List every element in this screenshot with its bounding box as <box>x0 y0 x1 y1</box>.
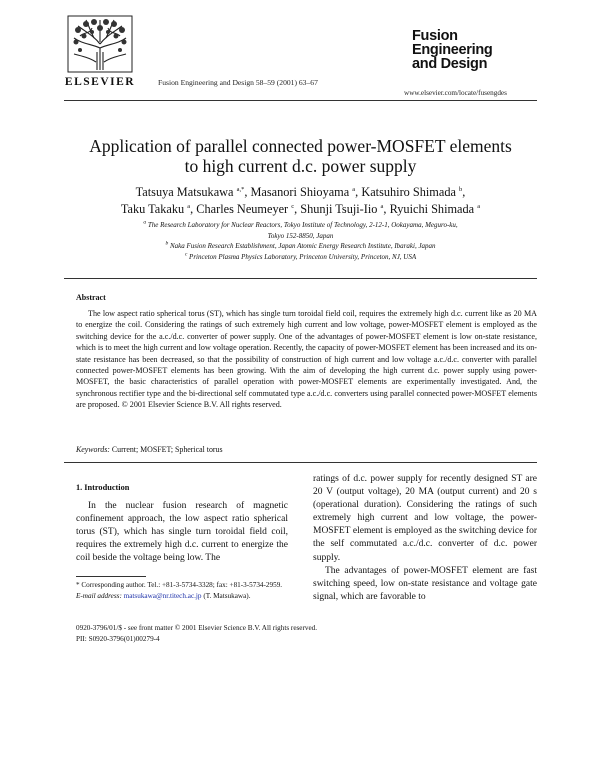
affiliation-item <box>64 231 537 242</box>
affiliation-item <box>64 220 537 231</box>
author-line: Tatsuya Matsukawa $^{a,*}$, Masanori Shioyama $^a$, Katsuhiro Shimada $^b$, <box>135 185 466 199</box>
author-affil-marker[interactable]: c <box>291 202 295 210</box>
abstract-text: The low aspect ratio spherical torus (ST), which has single turn toroidal field coil, requires the extremely high d.c. current like as 20 MA to energize the coil. Considering the ratings of such extremely high current and low voltage, power-MOSFET element is employed as the switching device for the a.c./d.c. converter of power supply. One of the advantages of power-MOSFET element is low on-state resistance, which is to meet the high current and low voltage operation. Recently, the capacity of power-MOSFET element has been increased and its on-state resistance has been decreased, so that the possibility of construction of high current and low voltage a.c./d.c. converter with parallel connected power-MOSFET elements has been growing. With the aim of developing the high current d.c. power supply using power-MOSFET, the basic characteristics of parallel operation with power-MOSFET elements are experimentally investigated. And, the synchronous rectifier type and the bi-directional self commutated type a.c./d.c. converters using parallel connected power-MOSFET elements are proposed. © 2001 Elsevier Science B.V. All rights reserved. <box>76 309 537 410</box>
section-heading: 1. Introduction <box>76 483 130 492</box>
affiliation-marker: b <box>165 240 169 247</box>
abstract-heading: Abstract <box>76 293 106 302</box>
affiliation-marker: a <box>143 219 147 226</box>
footnote-rule <box>76 576 146 577</box>
header-divider <box>64 100 537 101</box>
journal-url[interactable]: www.elsevier.com/locate/fusengdes <box>404 89 507 97</box>
affiliations <box>64 220 537 262</box>
author-name: Taku Takaku <box>120 202 185 216</box>
keywords-label: Keywords: <box>76 445 110 454</box>
footnotes <box>76 580 288 601</box>
journal-citation: Fusion Engineering and Design 58–59 (2001) 63–67 <box>158 78 318 87</box>
journal-title-line: Engineering <box>412 42 493 58</box>
author-name: Shunji Tsuji-Iio <box>300 202 378 216</box>
front-matter-info <box>76 623 317 644</box>
author-name: Katsuhiro Shimada <box>361 185 456 199</box>
body-paragraph: The advantages of power-MOSFET element are fast switching speed, low on-state resistance and voltage gate signal, which are favorable to <box>313 565 537 602</box>
email-label: E-mail address: <box>76 591 122 600</box>
email-note <box>76 591 288 602</box>
abstract-top-divider <box>64 278 537 279</box>
author-name: Ryuichi Shimada <box>389 202 475 216</box>
author-affil-marker[interactable]: a <box>380 202 384 210</box>
elsevier-tree-icon <box>64 14 136 74</box>
affiliation-text: The Research Laboratory for Nuclear Reactors, Tokyo Institute of Technology, 2-12-1, Ookayama, Meguro-ku, <box>147 221 458 229</box>
author-name: Masanori Shioyama <box>250 185 350 199</box>
affiliation-marker: c <box>184 251 188 258</box>
pii-line: PII: S0920-3796(01)00279-4 <box>76 634 160 643</box>
article-title-line: to high current d.c. power supply <box>184 156 417 176</box>
affiliation-text: Naka Fusion Research Establishment, Japan Atomic Energy Research Institute, Ibaraki, Japan <box>169 242 436 250</box>
journal-title-line: Fusion <box>412 28 458 44</box>
journal-title-line: and Design <box>412 56 488 72</box>
keywords-list: Current; MOSFET; Spherical torus <box>111 445 223 454</box>
keywords <box>76 445 223 454</box>
affiliation-text: Princeton Plasma Physics Laboratory, Princeton University, Princeton, NJ, USA <box>189 252 417 261</box>
author-affil-marker[interactable]: b <box>459 185 463 193</box>
email-suffix: (T. Matsukawa). <box>203 591 251 600</box>
email-link[interactable]: matsukawa@nr.titech.ac.jp <box>123 591 202 600</box>
author-affil-marker[interactable]: a,* <box>236 185 245 193</box>
front-matter-line: 0920-3796/01/$ - see front matter © 2001 Elsevier Science B.V. All rights reserved. <box>76 624 318 632</box>
author-name: Tatsuya Matsukawa <box>135 185 234 199</box>
author-affil-marker[interactable]: a <box>352 185 356 193</box>
abstract-bottom-divider <box>64 462 537 463</box>
publisher-name: ELSEVIER <box>64 76 136 88</box>
author-affil-marker[interactable]: a <box>187 202 191 210</box>
author-affil-marker[interactable]: a <box>477 202 481 210</box>
author-line: Taku Takaku $^a$, Charles Neumeyer $^c$, Shunji Tsuji-Iio $^a$, Ryuichi Shimada $^a$ <box>120 202 481 216</box>
elsevier-logo <box>64 14 136 88</box>
article-title <box>64 136 537 176</box>
body-right-column <box>313 473 537 604</box>
author-list <box>64 184 537 218</box>
affiliation-item <box>64 252 537 263</box>
body-paragraph: ratings of d.c. power supply for recently designed ST are 20 V (output voltage), 20 MA (output current) and 20 s (operational duration). Considering the ratings of such extremely high current and low voltage, the power-MOSFET element is employed as the switching device for the self commutated a.c./d.c. converter of d.c. power supply. <box>313 474 537 563</box>
journal-title <box>412 29 532 71</box>
author-name: Charles Neumeyer <box>196 202 289 216</box>
affiliation-text: Tokyo 152-8850, Japan <box>267 231 334 240</box>
corresponding-author-note: * Corresponding author. Tel.: +81-3-5734-3328; fax: +81-3-5734-2959. <box>76 581 283 589</box>
body-paragraph: In the nuclear fusion research of magnetic confinement approach, the low aspect ratio spherical torus (ST), which has single turn toroidal field coil, requires the extremely high d.c. current to energize the coil beside the voltage being low. The <box>76 501 288 564</box>
affiliation-item <box>64 241 537 252</box>
article-title-line: Application of parallel connected power-MOSFET elements <box>89 136 512 156</box>
